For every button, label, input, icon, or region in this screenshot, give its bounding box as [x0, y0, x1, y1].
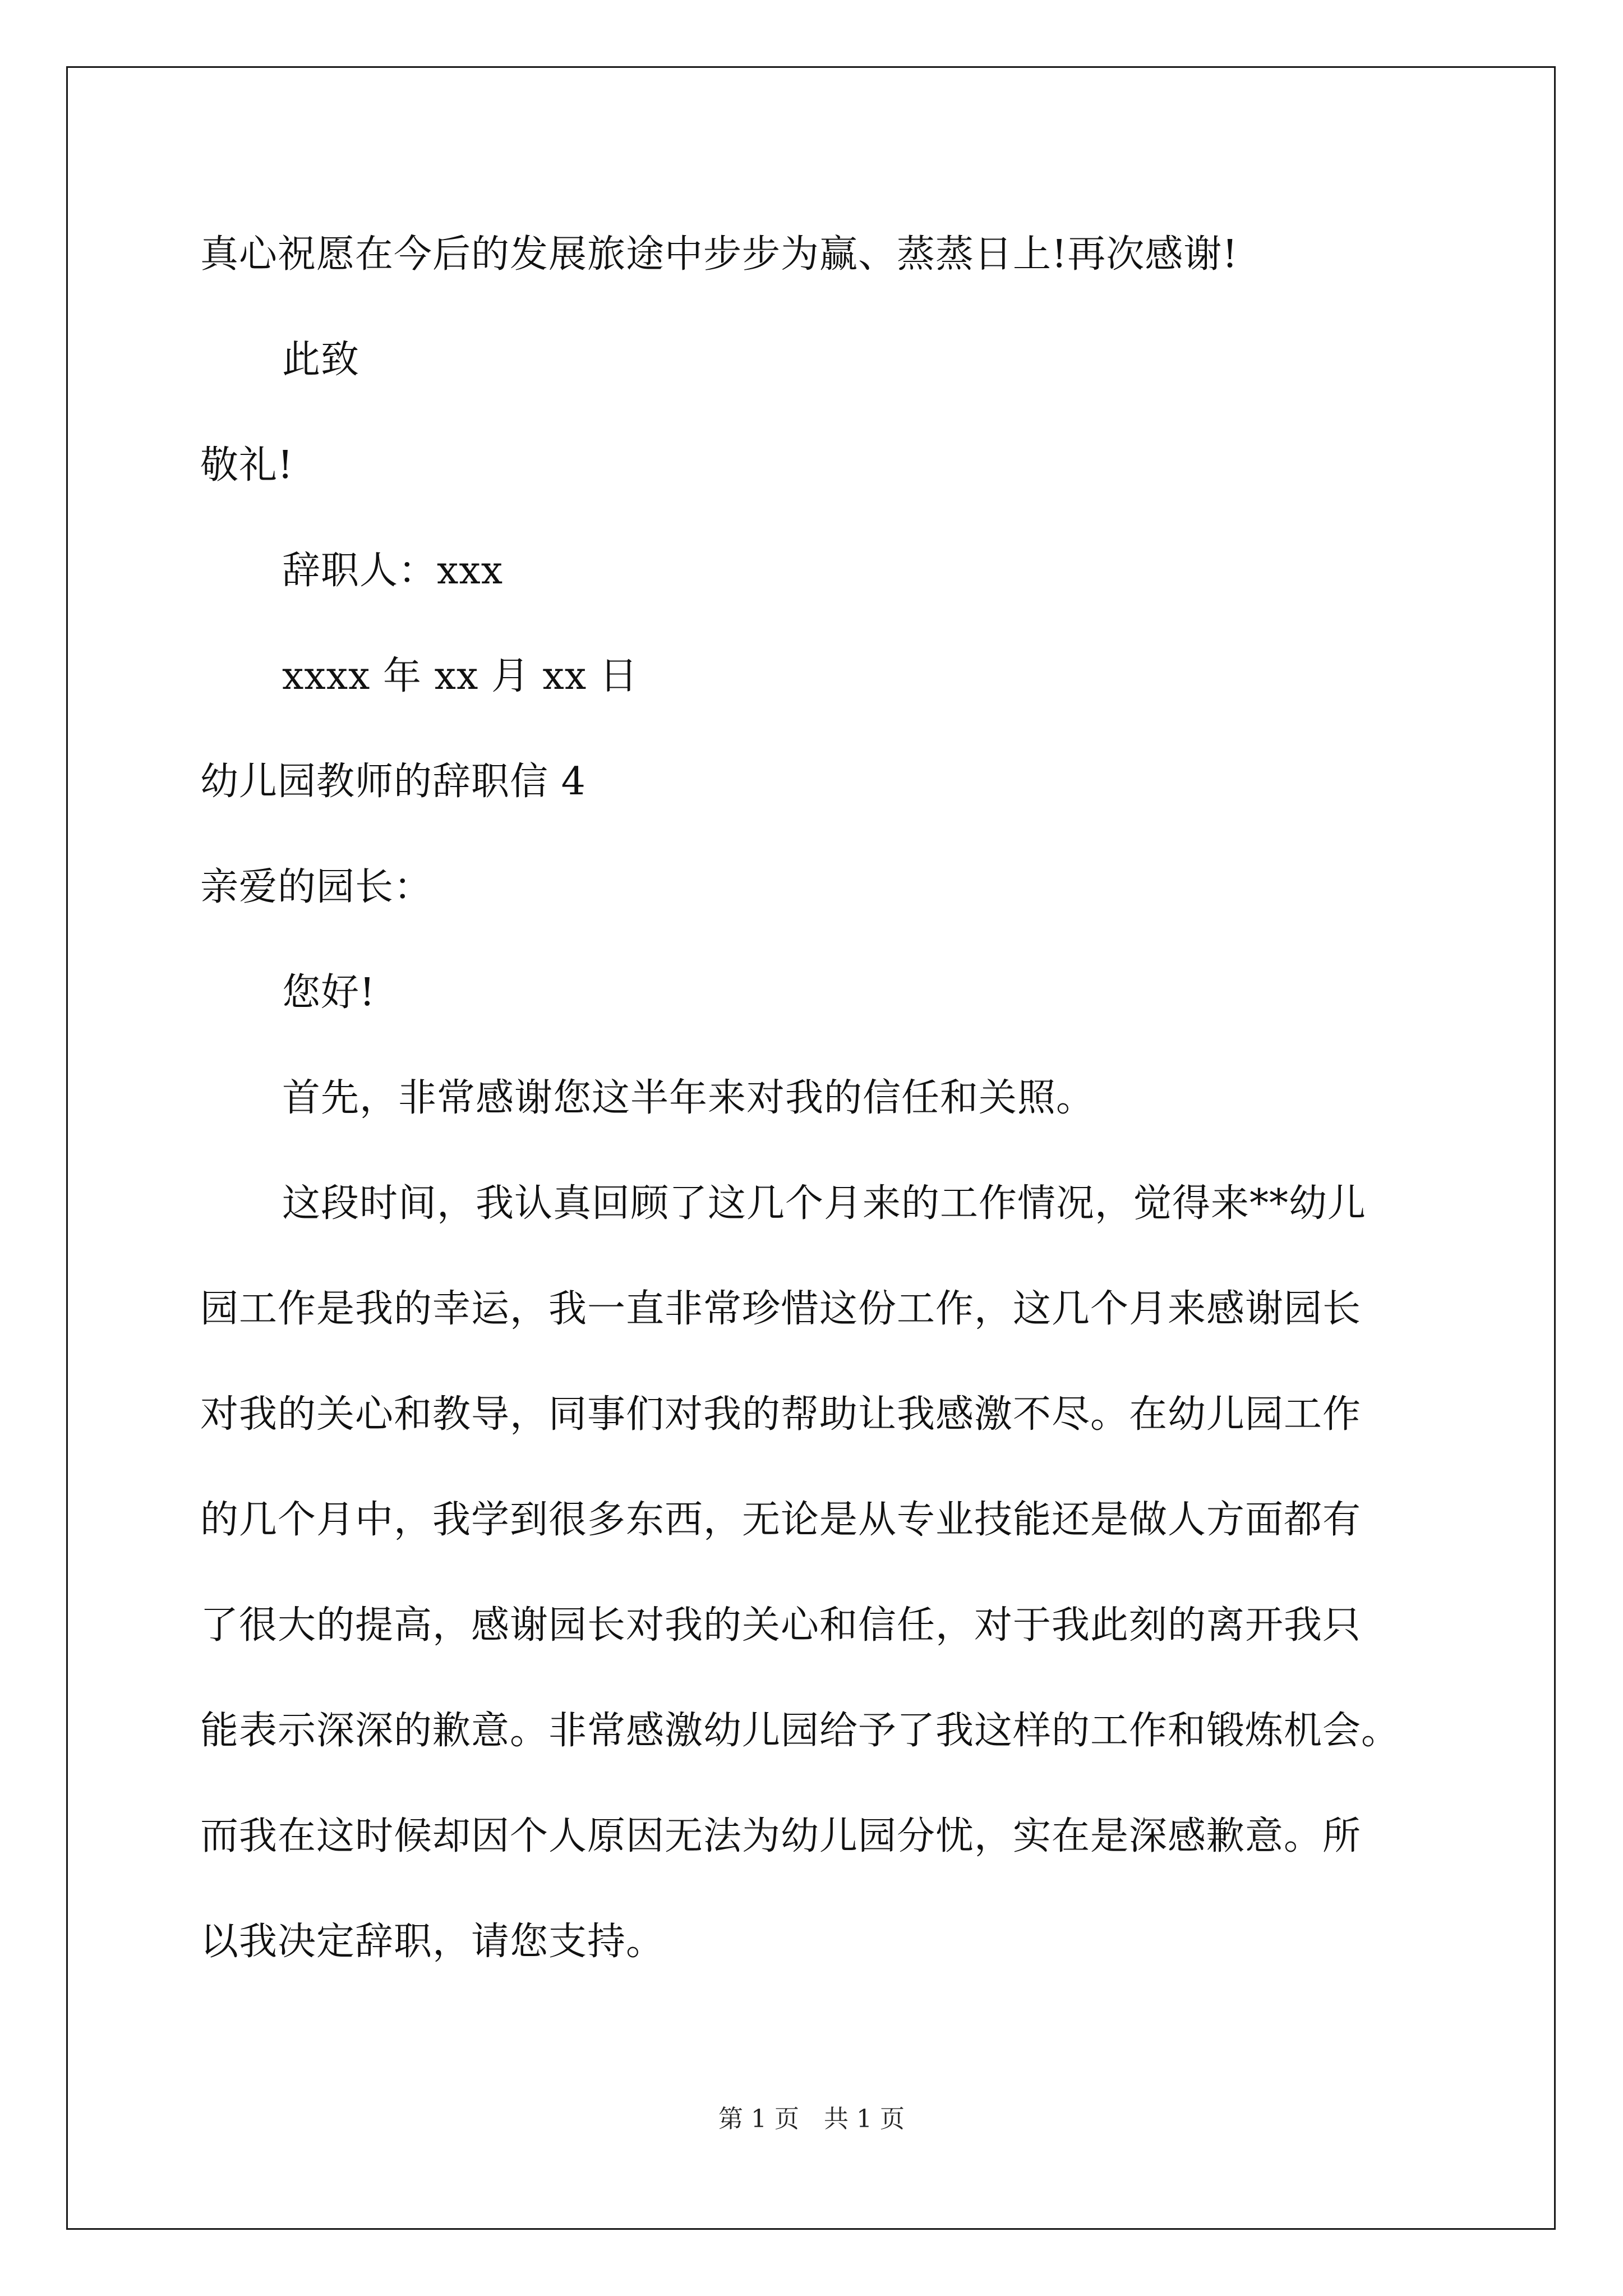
text-line: 幼儿园教师的辞职信 4: [200, 760, 586, 804]
text-line: xxxx 年 xx 月 xx 日: [282, 654, 638, 698]
page-footer: 第 1 页 共 1 页: [718, 2105, 905, 2133]
text-line: 园工作是我的幸运，我一直非常珍惜这份工作，这几个月来感谢园长: [200, 1287, 1362, 1331]
text-line: 敬礼!: [200, 443, 294, 487]
text-line: 辞职人：xxx: [282, 549, 504, 593]
text-line: 这段时间，我认真回顾了这几个月来的工作情况，觉得来**幼儿: [282, 1181, 1367, 1226]
text-line: 此致: [282, 338, 360, 382]
text-line: 对我的关心和教导，同事们对我的帮助让我感激不尽。在幼儿园工作: [200, 1392, 1362, 1437]
letter-body: [200, 202, 1456, 1995]
text-line: 以我决定辞职，请您支持。: [200, 1920, 665, 1964]
text-line: 了很大的提高，感谢园长对我的关心和信任，对于我此刻的离开我只: [200, 1603, 1362, 1648]
text-line: 亲爱的园长：: [200, 865, 433, 909]
text-line: 而我在这时候却因个人原因无法为幼儿园分忧，实在是深感歉意。所: [200, 1814, 1362, 1858]
text-line: 首先，非常感谢您这半年来对我的信任和关照。: [282, 1076, 1095, 1120]
text-line: 真心祝愿在今后的发展旅途中步步为赢、蒸蒸日上!再次感谢!: [200, 232, 1238, 277]
text-line: 能表示深深的歉意。非常感激幼儿园给予了我这样的工作和锻炼机会。: [200, 1709, 1400, 1753]
text-line: 您好!: [282, 970, 376, 1015]
text-line: 的几个月中，我学到很多东西，无论是从专业技能还是做人方面都有: [200, 1498, 1362, 1542]
